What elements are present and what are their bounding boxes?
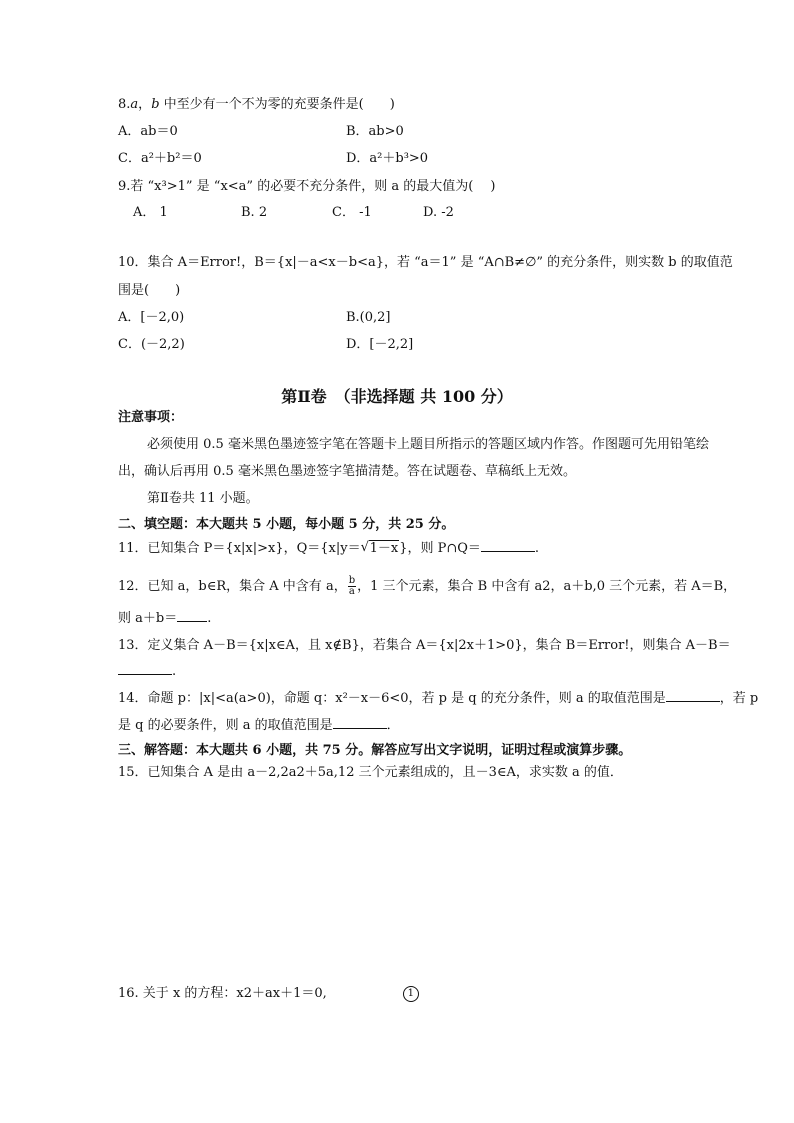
q8-option-d: D．a²＋b³>0 <box>346 151 429 166</box>
q8-option-c: C．a²＋b²＝0 <box>118 151 202 166</box>
q10-option-a: A．[－2,0) <box>118 310 185 325</box>
q14-line2: 是 q 的必要条件，则 a 的取值范围是 ． <box>118 718 400 733</box>
answer-blank[interactable] <box>481 539 535 552</box>
q10-option-d: D．[－2,2] <box>346 337 414 352</box>
q10-stem-line1: 10．集合 A＝Error!，B＝{x|－a<x－b<a}，若 “a＝1” 是 “A∩B≠∅” 的充分条件，则实数 b 的取值范 <box>118 255 733 270</box>
q9-option-a: A． 1 <box>133 205 168 220</box>
part3-heading: 三、解答题：本大题共 6 小题，共 75 分。解答应写出文字说明，证明过程或演算步骤。 <box>118 743 632 758</box>
answer-blank[interactable] <box>666 689 720 702</box>
q10-option-c: C．(－2,2) <box>118 337 185 352</box>
q12-line2: 则 a＋b＝ . <box>118 611 212 626</box>
q10-stem-line2: 围是( ) <box>118 283 181 298</box>
q13-line2: . <box>118 662 176 681</box>
notes-line-1: 必须使用 0.5 毫米黑色墨迹签字笔在答题卡上题目所指示的答题区域内作答。作图题可先用铅笔绘 <box>147 437 709 452</box>
notes-label: 注意事项： <box>118 410 184 425</box>
q8-stem: 8.a，b 中至少有一个不为零的充要条件是( ) <box>118 97 395 112</box>
part2-heading: 二、填空题：本大题共 5 小题，每小题 5 分，共 25 分。 <box>118 517 455 532</box>
answer-blank[interactable] <box>177 609 207 622</box>
q8-option-a: A．ab＝0 <box>118 124 178 139</box>
q9-option-b: B. 2 <box>241 205 268 220</box>
notes-line-3: 第Ⅱ卷共 11 小题。 <box>147 491 259 506</box>
fraction: $\frac{b}{a}$ <box>348 575 356 597</box>
circled-number: 1 <box>403 986 419 1002</box>
q15: 15．已知集合 A 是由 a－2,2a2＋5a,12 三个元素组成的，且－3∈A，求实数 a 的值． <box>118 765 623 780</box>
q10-option-b: B.(0,2] <box>346 310 391 325</box>
section-title: 第Ⅱ卷 （非选择题 共 100 分） <box>281 387 513 406</box>
notes-line-2: 出，确认后再用 0.5 毫米黑色墨迹签字笔描清楚。答在试题卷、草稿纸上无效。 <box>118 464 576 479</box>
answer-blank[interactable] <box>118 662 172 675</box>
sqrt-sign: √ 1－x <box>360 540 399 556</box>
q14-line1: 14．命题 p：|x|<a(a>0)，命题 q：x²－x－6<0，若 p 是 q 的充分条件，则 a 的取值范围是 ，若 p <box>118 691 759 706</box>
q9-option-c: C． -1 <box>332 205 372 220</box>
q8-option-b: B．ab>0 <box>346 124 404 139</box>
q16: 16. 关于 x 的方程：x2＋ax＋1＝0, 1 <box>118 985 419 1003</box>
q12-line1: 12．已知 a，b∈R，集合 A 中含有 a， $\frac{b}{a}$ ，1 三个元素，集合 B 中含有 a2，a＋b,0 三个元素，若 A＝B， <box>118 575 737 597</box>
answer-blank[interactable] <box>333 716 387 729</box>
q11: 11．已知集合 P＝{x|x|>x}，Q＝{x|y＝ √ 1－x}，则 P∩Q＝ . <box>118 540 540 556</box>
q13-line1: 13．定义集合 A－B＝{x|x∈A，且 x∉B}，若集合 A＝{x|2x＋1>0}，集合 B＝Error!，则集合 A－B＝ <box>118 638 731 653</box>
q9-option-d: D. -2 <box>423 205 454 220</box>
q9-stem: 9.若 “x³>1” 是 “x<a” 的必要不充分条件，则 a 的最大值为( ) <box>118 179 496 194</box>
